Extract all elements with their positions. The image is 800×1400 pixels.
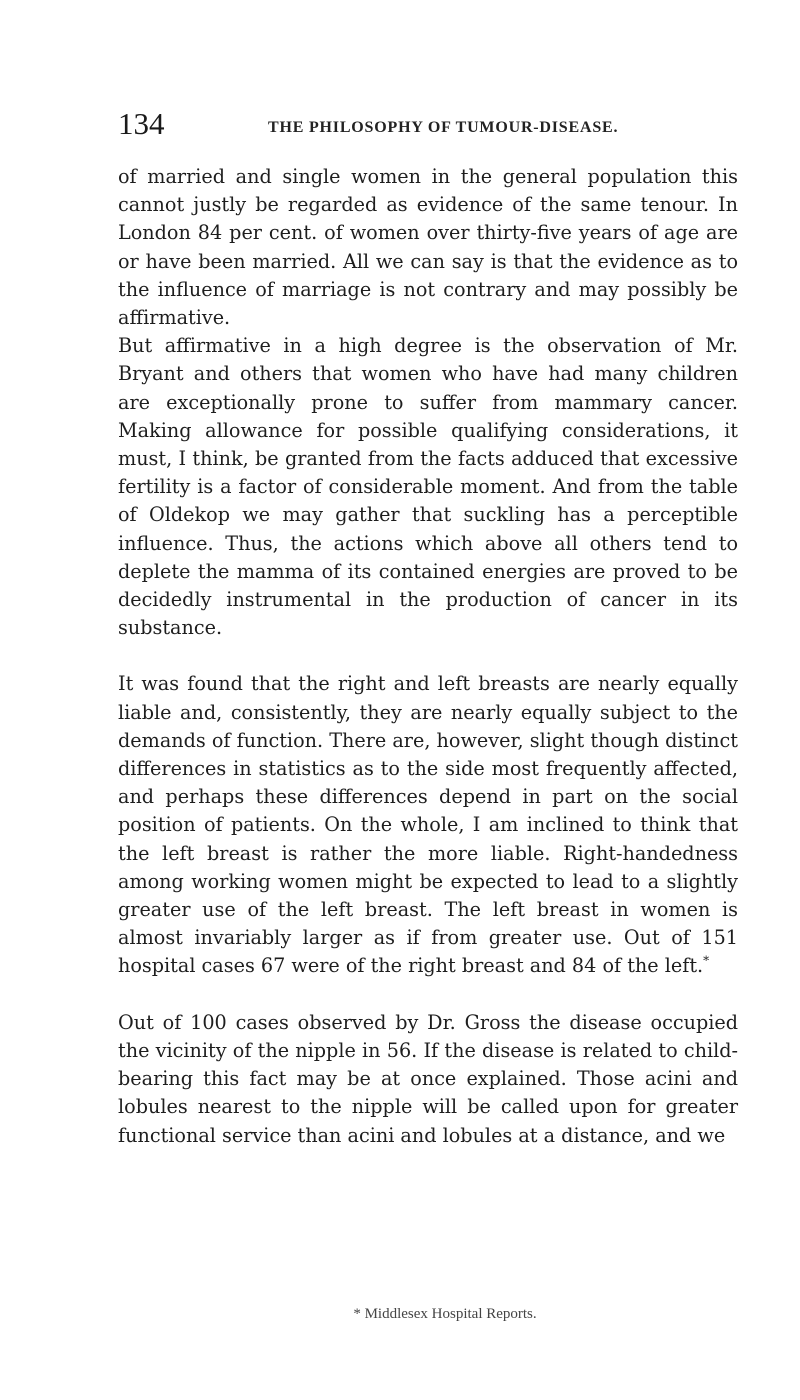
- footnote-marker: *: [703, 954, 710, 969]
- footnote-text: * Middlesex Hospital Reports.: [353, 1306, 537, 1322]
- paragraph-3-text: It was found that the right and left breasts are nearly equally liable and, consistently, they are nearly equally subject to the demands of function. There are, however, slight though distinct differences in statistics as to the side most frequently affected, and perhaps these differences depend in part on the social position of patients. On the whole, I am inclined to think that the left breast is rather the more liable. Right-handedness among working women might be expected to lead to a slightly greater use of the left breast. The left breast in women is almost invariably larger as if from greater use. Out of 151 hospital cases 67 were of the right breast and 84 of the left.: [118, 672, 738, 978]
- paragraph-2: But affirmative in a high degree is the observation of Mr. Bryant and others that women who have had many children are exceptionally prone to suffer from mammary cancer. Making allowance for possible qualifying considerations, it must, I think, be granted from the facts adduced that excessive fertility is a factor of considerable moment. And from the table of Oldekop we may gather that suckling has a perceptible influence. Thus, the actions which above all others tend to deplete the mamma of its contained energies are proved to be decidedly instrumental in the production of cancer in its substance.: [118, 334, 738, 640]
- body-text: [118, 163, 738, 1150]
- page-number: 134: [118, 106, 165, 141]
- footnote: [0, 1304, 800, 1324]
- page-header: [118, 104, 738, 144]
- running-head: THE PHILOSOPHY OF TUMOUR-DISEASE.: [268, 119, 619, 136]
- paragraph-1: of married and single women in the general population this cannot justly be regarded as evidence of the same tenour. In London 84 per cent. of women over thirty-five years of age are or have been married. All we can say is that the evidence as to the influence of marriage is not contrary and may possibly be affirmative.: [118, 165, 738, 330]
- paragraph-4: Out of 100 cases observed by Dr. Gross the disease occupied the vicinity of the nipple in 56. If the disease is related to child-bearing this fact may be at once explained. Those acini and lobules nearest to the nipple will be called upon for greater functional service than acini and lobules at a distance, and we: [118, 1010, 738, 1147]
- paragraph-3: [118, 670, 738, 980]
